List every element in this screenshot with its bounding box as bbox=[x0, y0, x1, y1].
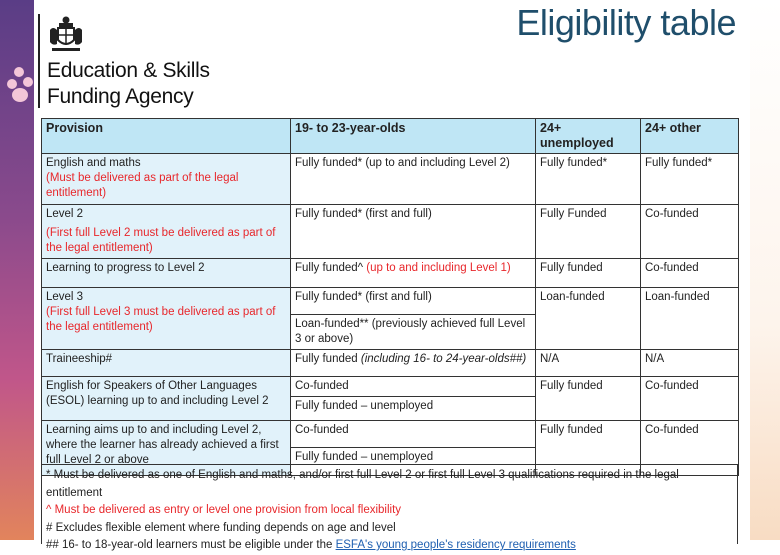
provision-note: (First full Level 3 must be delivered as part of the legal entitlement) bbox=[46, 306, 276, 333]
column-header-24-unemployed: 24+ unemployed bbox=[536, 119, 641, 154]
footnote: * Must be delivered as one of English and maths, and/or first full Level 2 or first full Level 3 qualifications required in the legal entitlement bbox=[46, 469, 679, 499]
provision-cell bbox=[42, 205, 291, 259]
agency-name bbox=[47, 58, 210, 110]
cell-note: (up to and including Level 1) bbox=[366, 262, 511, 274]
table-row bbox=[42, 350, 739, 377]
cell-24-other: Co-funded bbox=[641, 205, 739, 259]
agency-name-line2: Funding Agency bbox=[47, 85, 194, 108]
provision-note: (Must be delivered as part of the legal entitlement) bbox=[46, 172, 239, 199]
cell-24-unemployed: Fully funded* bbox=[536, 154, 641, 205]
cell-24-other: Loan-funded bbox=[641, 288, 739, 350]
residency-requirements-link[interactable]: ESFA's young people's residency requirements bbox=[335, 539, 576, 551]
table-row bbox=[42, 377, 739, 397]
provision-label: English and maths bbox=[46, 157, 141, 169]
cell-24-unemployed: Fully funded bbox=[536, 421, 641, 476]
cell-note: (including 16- to 24-year-olds##) bbox=[360, 353, 527, 365]
cell-19-23: Fully funded – unemployed bbox=[291, 448, 536, 476]
cell-24-other: Co-funded bbox=[641, 377, 739, 421]
cell-24-unemployed: N/A bbox=[536, 350, 641, 377]
table-row bbox=[42, 288, 739, 315]
cell-text: Fully funded^ bbox=[295, 262, 364, 274]
cell-24-unemployed: Fully funded bbox=[536, 259, 641, 288]
cell-19-23 bbox=[291, 350, 536, 377]
column-header-19-23: 19- to 23-year-olds bbox=[291, 119, 536, 154]
eligibility-table bbox=[41, 118, 739, 476]
cell-19-23: Fully funded* (first and full) bbox=[291, 288, 536, 315]
cell-19-23: Loan-funded** (previously achieved full Level 3 or above) bbox=[291, 315, 536, 350]
cell-24-other: Co-funded bbox=[641, 259, 739, 288]
provision-note: (First full Level 2 must be delivered as part of the legal entitlement) bbox=[46, 227, 276, 254]
paw-print-icon bbox=[6, 62, 36, 104]
footnote-text: ## 16- to 18-year-old learners must be eligible under the bbox=[46, 539, 333, 551]
provision-cell: English for Speakers of Other Languages (ESOL) learning up to and including Level 2 bbox=[42, 377, 291, 421]
cell-24-other: N/A bbox=[641, 350, 739, 377]
royal-crest-icon bbox=[46, 14, 86, 54]
cell-24-unemployed: Fully Funded bbox=[536, 205, 641, 259]
provision-label: Level 2 bbox=[46, 208, 84, 220]
provision-cell: Learning to progress to Level 2 bbox=[42, 259, 291, 288]
agency-name-line1: Education & Skills bbox=[47, 59, 210, 82]
provision-cell bbox=[42, 154, 291, 205]
cell-text: Fully funded bbox=[295, 353, 358, 365]
cell-19-23: Fully funded* (first and full) bbox=[291, 205, 536, 259]
table-row bbox=[42, 205, 739, 259]
cell-24-other: Fully funded* bbox=[641, 154, 739, 205]
footnote: # Excludes flexible element where funding depends on age and level bbox=[46, 521, 396, 534]
footnotes bbox=[41, 464, 738, 551]
table-row bbox=[42, 421, 739, 448]
column-header-provision: Provision bbox=[42, 119, 291, 154]
table-row bbox=[42, 259, 739, 288]
cell-19-23: Fully funded – unemployed bbox=[291, 397, 536, 421]
provision-cell bbox=[42, 288, 291, 350]
cell-19-23: Co-funded bbox=[291, 377, 536, 397]
table-header-row bbox=[42, 119, 739, 154]
table-row bbox=[42, 154, 739, 205]
decorative-right-band bbox=[750, 0, 780, 540]
footnote: ^ Must be delivered as entry or level one provision from local flexibility bbox=[46, 504, 402, 516]
cell-19-23: Fully funded* (up to and including Level 2) bbox=[291, 154, 536, 205]
cell-24-unemployed: Loan-funded bbox=[536, 288, 641, 350]
cell-19-23 bbox=[291, 259, 536, 288]
cell-19-23: Co-funded bbox=[291, 421, 536, 448]
logo-divider bbox=[38, 14, 40, 108]
page-title: Eligibility table bbox=[516, 2, 736, 43]
cell-24-other: Co-funded bbox=[641, 421, 739, 476]
column-header-24-other: 24+ other bbox=[641, 119, 739, 154]
provision-cell: Learning aims up to and including Level 2, where the learner has already achieved a first full Level 2 or above bbox=[42, 421, 291, 476]
cell-24-unemployed: Fully funded bbox=[536, 377, 641, 421]
provision-cell: Traineeship# bbox=[42, 350, 291, 377]
provision-label: Level 3 bbox=[46, 291, 84, 303]
